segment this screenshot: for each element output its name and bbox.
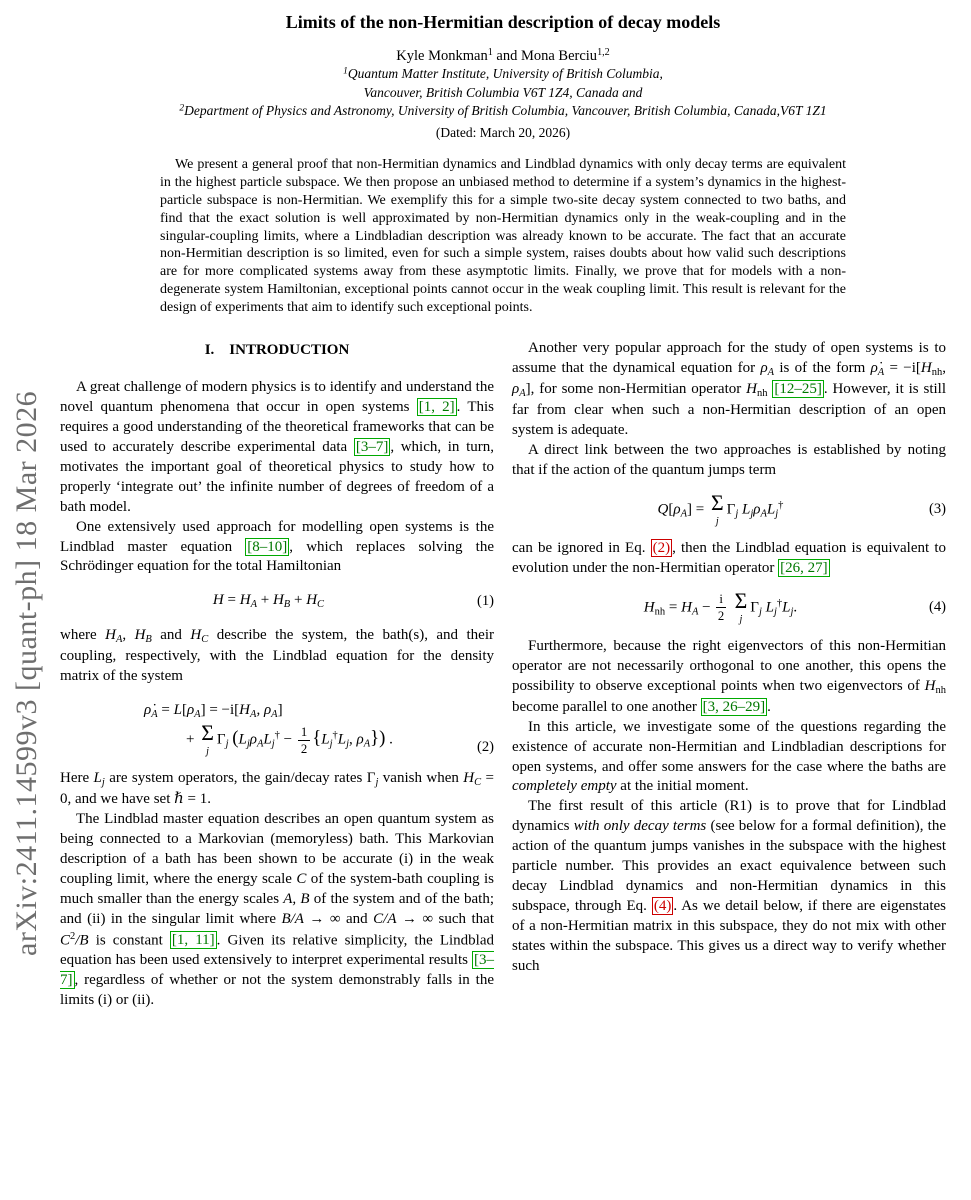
arxiv-watermark: arXiv:2411.14599v3 [quant-ph] 18 Mar 2026 xyxy=(10,390,43,956)
paragraph xyxy=(60,518,494,578)
text-segment: † xyxy=(332,730,338,742)
text-segment: L xyxy=(765,599,774,616)
text-segment: j xyxy=(375,777,379,789)
citation-link[interactable]: [12–25] xyxy=(774,381,822,398)
text-segment: j xyxy=(246,738,250,750)
text-segment: [ xyxy=(181,701,187,718)
right-column xyxy=(512,339,946,1011)
paragraph xyxy=(512,339,946,441)
text-segment: } xyxy=(370,727,380,749)
text-segment: at the initial moment. xyxy=(616,778,749,795)
text-segment: completely empty xyxy=(512,778,617,795)
text-segment: Γ xyxy=(726,501,736,518)
citation-link[interactable]: [3–7] xyxy=(60,951,494,988)
text-segment: j xyxy=(329,738,333,750)
text-segment: j xyxy=(750,508,754,520)
citation-link[interactable]: [3, 26–29] xyxy=(702,698,766,715)
text-segment: − xyxy=(279,731,296,748)
text-segment: . As we detail below, if there are eigenstates of a non-Hermitian matrix in this subspace, they do not mix with other states within the subspace. This gives us a direct way to verify whether such xyxy=(512,898,947,974)
text-segment: A xyxy=(250,708,257,720)
text-segment: = xyxy=(223,592,240,609)
text-segment: In this article, we investigate some of the questions regarding the existence of accurate non-Hermitian and Lindbladian descriptions for open systems, and offer some answers for the case where the baths are xyxy=(512,718,946,775)
text-segment: j xyxy=(101,777,105,789)
equation xyxy=(512,490,946,527)
text-segment: We present a general proof that non-Hermitian dynamics and Lindblad dynamics with only decay terms are equivalent in the highest particle subspace. We then propose an unbiased method to determine if a system’s dynamics in the highest-particle subspace is non-Hermitian. We exemplify this for a simple two-site decay system connected to two baths, and find that the exact solution is well approximated by non-Hermitian dynamics only in the weak-coupling and in the singular-coupling limits, where a Lindbladian description was already known to be accurate. The fact that an accurate non-Hermitian description is so limited, even for such a simple system, raises doubts about how valid such descriptions are for more complicated systems away from these asymptotic limits. Finally, we prove that for models with a non-degenerate system Hamiltonian, exceptional points cannot occur in the weak coupling limit. This result is relevant for the design of experiments that aim to identify such exceptional points. xyxy=(160,156,846,316)
text-segment: C xyxy=(296,870,307,887)
text-segment: . xyxy=(767,698,771,715)
text-segment: is of the form xyxy=(774,360,871,377)
text-segment: A xyxy=(250,599,257,611)
text-segment: The Lindblad master equation describes an open quantum system as being connected to a Markovian (memoryless) bath. This Markovian description of a bath has been shown to be accurate (i) in the weak coupling limit, where the energy scale xyxy=(60,811,494,887)
equation-number: (4) xyxy=(928,599,946,616)
citation-link[interactable]: [1, 2] xyxy=(418,398,455,415)
text-segment: j xyxy=(225,738,229,750)
equation-number: (1) xyxy=(476,592,494,609)
paragraph xyxy=(512,718,946,798)
text-segment: One extensively used approach for modelling open systems is the Lindblad master equation xyxy=(60,518,494,555)
text-segment: , xyxy=(122,626,135,643)
text-segment: ρ xyxy=(673,501,681,518)
text-segment: , xyxy=(942,360,946,377)
text-segment: L xyxy=(782,599,791,616)
text-segment: A xyxy=(877,367,885,379)
affiliation-2 xyxy=(60,84,946,103)
text-segment: of the system-bath coupling is much smaller than the energy scales xyxy=(60,870,494,907)
text-segment: H xyxy=(239,592,251,609)
text-segment: ρ xyxy=(263,701,272,718)
text-segment: L xyxy=(173,701,182,718)
text-segment: ρ xyxy=(753,501,761,518)
fraction: $\frac{i}{2}$ xyxy=(717,592,725,624)
text-segment: A xyxy=(760,508,767,520)
text-segment: (see below for a formal definition), the action of the quantum jumps vanishes in the subspace with the highest particle number. This provides an exact equivalence between such decay Lindblad dynamics and non-Hermitian dynamics in this subspace, through Eq. xyxy=(512,818,946,915)
paragraph xyxy=(60,769,494,810)
text-segment: A xyxy=(151,708,158,720)
content xyxy=(60,12,946,1011)
text-segment: † xyxy=(274,730,280,742)
text-segment: Department of Physics and Astronomy, University of British Columbia, Vancouver, British Columbia, Canada,V6T 1Z1 xyxy=(184,103,827,119)
equation xyxy=(512,588,946,625)
paragraph xyxy=(512,637,946,718)
summation: Σ j xyxy=(201,721,214,757)
text-segment: A xyxy=(680,508,688,520)
text-segment: = 0, and we have set ℏ = 1. xyxy=(60,770,494,808)
text-segment: Γ xyxy=(216,731,226,748)
text-segment: , which, in turn, motivates the important goal of theoretical physics to study how to properly ‘integrate out’ the infinite number of degrees of freedom of a bath model. xyxy=(60,438,494,515)
equation xyxy=(60,589,494,613)
equation-ref-link[interactable]: (2) xyxy=(652,539,671,556)
summation: Σ j xyxy=(710,490,724,527)
text-segment: ] = xyxy=(687,501,708,518)
text-segment: + xyxy=(256,592,273,609)
text-segment: 1 xyxy=(487,47,493,58)
text-segment: C xyxy=(201,633,209,645)
text-segment xyxy=(728,599,732,615)
text-segment: nh xyxy=(756,388,768,400)
text-segment: 2 xyxy=(70,930,76,942)
text-segment: B xyxy=(145,633,152,645)
text-segment: j xyxy=(735,508,739,520)
text-segment: H xyxy=(306,592,318,609)
text-segment: H xyxy=(190,626,202,643)
paper-title: Limits of the non-Hermitian description of decay models xyxy=(285,12,721,32)
text-segment: describe the system, the bath(s), and their coupling, respectively, with the Lindblad equation for the density matrix of the system xyxy=(60,626,494,684)
text-segment: H xyxy=(463,770,475,787)
text-segment: nh xyxy=(654,606,666,618)
text-segment: j xyxy=(271,738,275,750)
text-segment: H xyxy=(920,360,932,377)
text-segment: − xyxy=(698,599,715,616)
text-segment: H xyxy=(643,599,655,616)
text-segment: with only decay terms xyxy=(573,818,707,835)
left-column xyxy=(60,339,494,1011)
text-segment: . However, it is still far from clear when such a non-Hermitian description of an open system is adequate. xyxy=(512,381,946,439)
text-segment: [ xyxy=(668,501,674,518)
text-segment: A xyxy=(519,388,526,400)
text-segment: ρ̇ xyxy=(870,360,878,377)
text-segment: A xyxy=(194,708,201,720)
text-segment: j xyxy=(346,738,350,750)
text-segment: H xyxy=(212,592,224,609)
text-segment: ρ xyxy=(760,360,768,377)
text-segment: = −i[ xyxy=(884,360,921,377)
text-segment: H xyxy=(105,626,116,643)
text-segment: Q xyxy=(657,501,669,518)
section-number: I. xyxy=(204,342,215,359)
text-segment: L xyxy=(742,501,751,518)
text-segment: ρ̇ xyxy=(144,701,152,718)
text-segment: and xyxy=(151,626,191,643)
two-column-body xyxy=(60,339,946,1011)
text-segment: /B xyxy=(75,932,89,949)
equation-ref-link[interactable]: (4) xyxy=(653,898,672,915)
text-segment: Kyle Monkman xyxy=(396,48,488,65)
text-segment: Furthermore, because the right eigenvectors of this non-Hermitian operator are not necessarily orthogonal to one another, this opens the possibility to observe exceptional points when two eigenvectors of xyxy=(512,637,946,694)
text-segment: H xyxy=(134,626,146,643)
text-segment: H xyxy=(239,701,251,718)
affiliation-3 xyxy=(60,102,946,121)
paragraph xyxy=(512,441,946,481)
text-segment: † xyxy=(776,597,783,609)
paragraph xyxy=(512,797,946,976)
authors-line xyxy=(60,47,946,65)
text-segment: H xyxy=(272,592,284,609)
text-segment: = xyxy=(665,599,682,616)
text-segment: L xyxy=(766,501,776,518)
text-segment: 1 xyxy=(343,66,348,77)
text-segment: { xyxy=(312,727,322,749)
text-segment: and Mona Berciu xyxy=(492,48,598,65)
section-heading xyxy=(60,341,494,361)
citation-link[interactable]: [8–10] xyxy=(247,538,288,555)
text-segment: L xyxy=(321,731,330,748)
text-segment: L xyxy=(93,770,102,787)
text-segment: are system operators, the gain/decay rates Γ xyxy=(104,770,376,787)
text-segment: Γ xyxy=(750,599,759,616)
text-segment: of the system and of the bath; and (ii) in the singular limit where xyxy=(60,890,495,927)
text-segment: Here xyxy=(60,770,94,787)
text-segment: , xyxy=(349,731,357,748)
text-segment: A, B xyxy=(283,890,310,907)
text-segment: A xyxy=(256,738,264,750)
text-segment: ρ xyxy=(249,731,257,748)
equation-number: (3) xyxy=(928,501,946,518)
text-segment: become parallel to one another xyxy=(512,698,701,715)
text-segment: Quantum Matter Institute, University of British Columbia, xyxy=(347,66,663,82)
text-segment: . This requires a good understanding of the theoretical frameworks that can be used to accurately describe experimental data xyxy=(60,398,495,455)
text-segment: ], for some non-Hermitian operator xyxy=(525,381,747,398)
text-segment: A direct link between the two approaches is established by noting that if the action of the quantum jumps term xyxy=(512,442,946,479)
text-segment: ] = −i[ xyxy=(200,701,240,718)
text-segment: C/A xyxy=(373,910,397,927)
text-segment: is constant xyxy=(88,932,170,949)
text-segment: H xyxy=(681,599,692,616)
text-segment: + xyxy=(290,592,307,609)
text-segment: j xyxy=(773,606,777,618)
paragraph xyxy=(60,810,494,1011)
citation-link[interactable]: [3–7] xyxy=(355,438,389,455)
text-segment: † xyxy=(778,500,784,512)
text-segment: A xyxy=(767,367,775,379)
text-segment: , regardless of whether or not the system demonstrably falls in the limits (i) or (ii). xyxy=(60,971,494,1008)
text-segment: . xyxy=(385,731,393,748)
text-segment: L xyxy=(263,731,272,748)
section-title: INTRODUCTION xyxy=(229,342,350,359)
affiliation-1 xyxy=(60,65,946,84)
text-segment: j xyxy=(790,606,794,618)
text-segment: ) xyxy=(379,727,386,749)
text-segment: The first result of this article (R1) is to prove that for Lindblad dynamics xyxy=(512,798,946,835)
text-segment: C xyxy=(60,932,71,949)
text-segment: ρ xyxy=(512,381,520,398)
text-segment: ρ xyxy=(186,701,195,718)
text-segment: nh xyxy=(935,684,946,696)
text-segment: . Given its relative simplicity, the Lindblad equation has been used extensively to interpret experimental results xyxy=(60,932,494,968)
text-segment: j xyxy=(775,508,779,520)
text-segment: L xyxy=(238,731,247,748)
citation-link[interactable]: [26, 27] xyxy=(780,559,828,576)
equation-number: (2) xyxy=(476,738,494,755)
text-segment: → ∞ and xyxy=(303,910,374,927)
text-segment: A xyxy=(691,606,699,618)
text-segment: L xyxy=(337,731,347,748)
text-segment: C xyxy=(317,599,325,611)
equation xyxy=(60,699,494,757)
text-segment: A xyxy=(115,633,123,645)
text-segment: + xyxy=(186,731,199,748)
text-segment: ρ xyxy=(356,731,364,748)
text-segment: j xyxy=(758,606,762,618)
text-segment: H xyxy=(746,381,757,398)
text-segment: . xyxy=(793,599,798,616)
text-segment: nh xyxy=(931,367,943,379)
text-segment: ] xyxy=(277,701,283,718)
text-segment: B/A xyxy=(281,910,304,927)
date-line: (Dated: March 20, 2026) xyxy=(435,124,571,140)
text-segment: B xyxy=(283,599,291,611)
text-segment: 2 xyxy=(179,103,185,114)
text-segment: , which replaces solving the Schrödinger equation for the total Hamiltonian xyxy=(60,538,494,575)
text-segment: Vancouver, British Columbia V6T 1Z4, Canada and xyxy=(363,84,643,100)
text-segment: Another very popular approach for the study of open systems is to assume that the dynamical equation for xyxy=(512,340,946,377)
text-segment: can be ignored in Eq. xyxy=(512,539,651,556)
abstract xyxy=(160,156,846,317)
text-segment: A xyxy=(363,738,371,750)
paragraph xyxy=(60,626,494,687)
paragraph xyxy=(512,539,946,579)
text-segment: A xyxy=(271,708,278,720)
fraction: $\frac{1}{2}$ xyxy=(298,725,310,756)
summation: Σ j xyxy=(734,588,748,625)
text-segment: , then the Lindblad equation is equivalent to evolution under the non-Hermitian operator xyxy=(512,539,946,576)
text-segment: → ∞ such that xyxy=(396,910,494,927)
text-segment: 1,2 xyxy=(597,47,610,58)
text-segment: C xyxy=(474,777,482,789)
text-segment: vanish when xyxy=(378,770,464,787)
text-segment: H xyxy=(924,677,936,694)
text-segment: , xyxy=(256,701,264,718)
text-segment: A great challenge of modern physics is to identify and understand the novel quantum phenomena that occur in open systems xyxy=(60,379,494,415)
citation-link[interactable]: [1, 11] xyxy=(171,932,215,949)
text-segment: ( xyxy=(232,727,239,749)
text-segment: where xyxy=(60,626,106,643)
text-segment: = xyxy=(157,701,174,718)
paragraph xyxy=(60,378,494,518)
